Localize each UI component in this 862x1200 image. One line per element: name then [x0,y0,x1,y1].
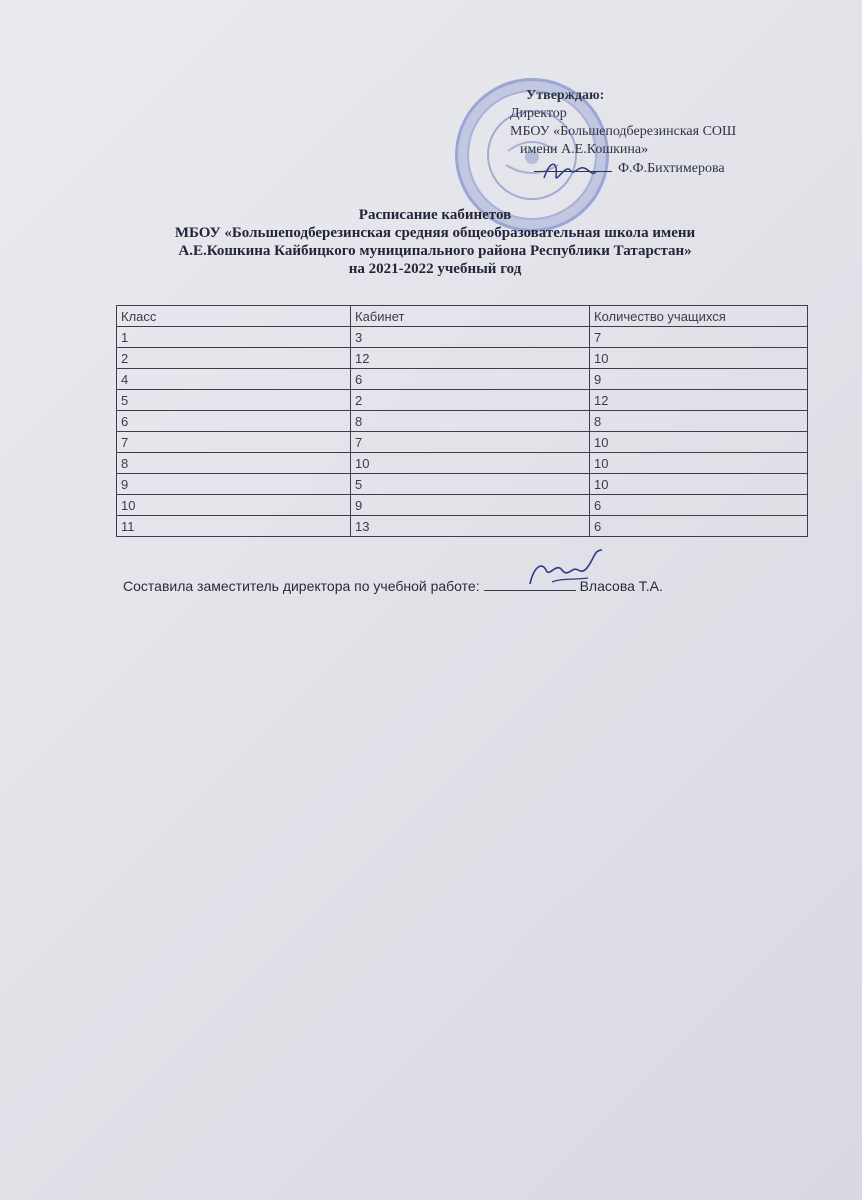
cell-class: 4 [117,369,351,390]
table-row [117,432,808,453]
cell-students: 10 [590,432,808,453]
title-line4: на 2021-2022 учебный год [348,261,522,277]
cell-class: 10 [117,495,351,516]
table-row [117,327,808,348]
cell-class: 5 [117,390,351,411]
cell-room: 6 [351,369,590,390]
table-row [117,516,808,537]
title-line1: Расписание кабинетов [358,207,512,223]
cell-class: 7 [117,432,351,453]
header-students: Количество учащихся [590,306,808,327]
director-name: Ф.Ф.Бихтимерова [618,161,725,176]
cell-room: 7 [351,432,590,453]
cell-room: 5 [351,474,590,495]
cell-class: 1 [117,327,351,348]
table-row [117,474,808,495]
cell-class: 11 [117,516,351,537]
cell-class: 9 [117,474,351,495]
compiled-by [123,578,663,594]
cell-students: 8 [590,411,808,432]
table-row [117,495,808,516]
table-header-row [117,306,808,327]
title-line3: А.Е.Кошкина Кайбицкого муниципального района Республики Татарстан» [178,243,692,259]
table-row [117,411,808,432]
approval-heading: Утверждаю: [526,88,605,103]
approval-position: Директор [510,106,567,121]
cell-class: 2 [117,348,351,369]
cell-students: 6 [590,516,808,537]
cell-room: 13 [351,516,590,537]
cell-students: 12 [590,390,808,411]
rooms-table [116,305,808,537]
cell-students: 10 [590,453,808,474]
cell-students: 9 [590,369,808,390]
compiled-by-label: Составила заместитель директора по учебной работе: [123,578,480,594]
cell-students: 10 [590,348,808,369]
cell-room: 10 [351,453,590,474]
cell-room: 8 [351,411,590,432]
cell-room: 12 [351,348,590,369]
cell-students: 10 [590,474,808,495]
approval-org-line1: МБОУ «Большеподберезинская СОШ [510,124,737,139]
title-line2: МБОУ «Большеподберезинская средняя общеобразовательная школа имени [174,225,696,241]
signature-line [484,578,576,591]
header-class: Класс [117,306,351,327]
approval-org-line2: имени А.Е.Кошкина» [520,142,649,157]
director-signature [540,156,600,188]
table-row [117,369,808,390]
table-row [117,453,808,474]
cell-students: 7 [590,327,808,348]
document-title [120,206,750,278]
cell-class: 6 [117,411,351,432]
cell-students: 6 [590,495,808,516]
table-row [117,348,808,369]
compiled-by-name: Власова Т.А. [579,578,663,594]
cell-room: 9 [351,495,590,516]
cell-room: 3 [351,327,590,348]
cell-room: 2 [351,390,590,411]
table-row [117,390,808,411]
cell-class: 8 [117,453,351,474]
header-room: Кабинет [351,306,590,327]
